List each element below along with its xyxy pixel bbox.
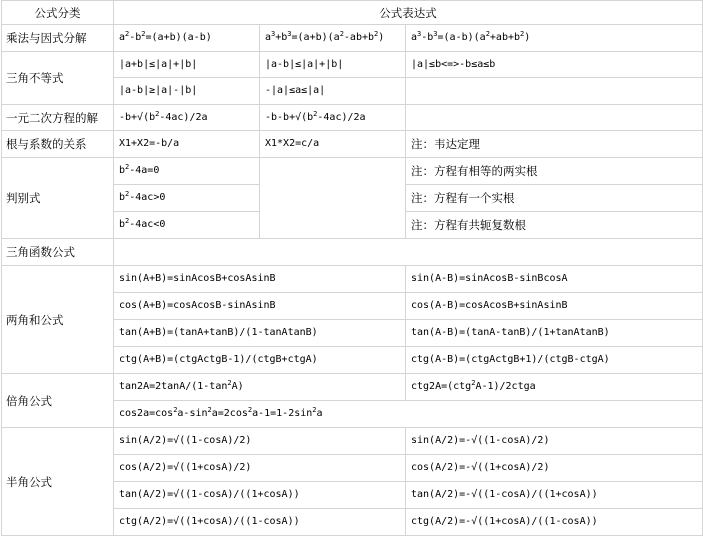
note-cell: 注：韦达定理 — [406, 131, 703, 158]
category-cell: 一元二次方程的解 — [2, 105, 114, 131]
formula-table — [1, 0, 703, 536]
header-category: 公式分类 — [2, 1, 114, 25]
category-cell: 根与系数的关系 — [2, 131, 114, 158]
formula-cell: $a^3+b^3=(a+b)(a^2-ab+b^2)$ — [260, 25, 406, 52]
formula-cell: tan(A+B)=(tanA+tanB)/(1-tanAtanB) — [114, 320, 406, 347]
formula-cell: |a|≤b<=>-b≤a≤b — [406, 52, 703, 78]
formula-cell: $\tan 2A=2\tan A/(1-\tan^2A)$ — [114, 374, 406, 401]
note-cell: 注：方程有一个实根 — [406, 185, 703, 212]
formula-cell: ctg(A/2)=√((1+cosA)/((1-cosA)) — [114, 509, 406, 536]
formula-cell: $-b+√(b^2-4ac)/2a$ — [114, 105, 260, 131]
formula-cell: $b^2-4ac<0$ — [114, 212, 260, 239]
category-cell: 两角和公式 — [2, 266, 114, 374]
table-row — [2, 428, 703, 455]
formula-cell: cos(A+B)=cosAcosB-sinAsinB — [114, 293, 406, 320]
formula-cell: tan(A/2)=-√((1-cosA)/((1+cosA)) — [406, 482, 703, 509]
formula-cell: sin(A/2)=-√((1-cosA)/2) — [406, 428, 703, 455]
formula-cell: X1*X2=c/a — [260, 131, 406, 158]
table-row — [2, 158, 703, 185]
formula-cell: $b^2-4a=0$ — [114, 158, 260, 185]
header-expression: 公式表达式 — [114, 1, 703, 25]
formula-cell: |a-b|≤|a|+|b| — [260, 52, 406, 78]
formula-cell: cos(A/2)=-√((1+cosA)/2) — [406, 455, 703, 482]
formula-cell: |a+b|≤|a|+|b| — [114, 52, 260, 78]
empty-cell — [260, 158, 406, 239]
table-row — [2, 239, 703, 266]
formula-cell: sin(A/2)=√((1-cosA)/2) — [114, 428, 406, 455]
formula-cell: $a^3-b^3=(a-b)(a^2+ab+b^2)$ — [406, 25, 703, 52]
note-cell: 注：方程有共轭复数根 — [406, 212, 703, 239]
empty-cell — [114, 239, 703, 266]
formula-cell: ctg(A/2)=-√((1+cosA)/((1-cosA)) — [406, 509, 703, 536]
formula-cell: $b^2-4ac>0$ — [114, 185, 260, 212]
formula-cell: ctg(A-B)=(ctgActgB+1)/(ctgB-ctgA) — [406, 347, 703, 374]
section-heading: 三角函数公式 — [2, 239, 114, 266]
formula-cell: tan(A-B)=(tanA-tanB)/(1+tanAtanB) — [406, 320, 703, 347]
formula-cell: X1+X2=-b/a — [114, 131, 260, 158]
formula-cell: $a^2-b^2=(a+b)(a-b)$ — [114, 25, 260, 52]
formula-cell: $\cos 2a=\cos^2a-\sin^2a=2\cos^2a-1=1-2\sin^2a$ — [114, 401, 703, 428]
category-cell: 判别式 — [2, 158, 114, 239]
formula-cell: ctg(A+B)=(ctgActgB-1)/(ctgB+ctgA) — [114, 347, 406, 374]
note-cell: 注：方程有相等的两实根 — [406, 158, 703, 185]
formula-cell: -|a|≤a≤|a| — [260, 78, 406, 105]
empty-cell — [406, 105, 703, 131]
formula-cell: sin(A-B)=sinAcosB-sinBcosA — [406, 266, 703, 293]
table-row — [2, 374, 703, 401]
table-row — [2, 25, 703, 52]
formula-cell: |a-b|≥|a|-|b| — [114, 78, 260, 105]
table-row — [2, 52, 703, 78]
table-row — [2, 266, 703, 293]
category-cell: 乘法与因式分解 — [2, 25, 114, 52]
table-row — [2, 105, 703, 131]
category-cell: 倍角公式 — [2, 374, 114, 428]
formula-cell: tan(A/2)=√((1-cosA)/((1+cosA)) — [114, 482, 406, 509]
formula-cell: sin(A+B)=sinAcosB+cosAsinB — [114, 266, 406, 293]
formula-cell: ctg2A=(ctg$^2$A-1)/2ctga — [406, 374, 703, 401]
table-header-row — [2, 1, 703, 25]
category-cell: 半角公式 — [2, 428, 114, 536]
table-row — [2, 131, 703, 158]
empty-cell — [406, 78, 703, 105]
formula-cell: cos(A-B)=cosAcosB+sinAsinB — [406, 293, 703, 320]
formula-cell: cos(A/2)=√((1+cosA)/2) — [114, 455, 406, 482]
formula-cell: $-b-b+√(b^2-4ac)/2a$ — [260, 105, 406, 131]
category-cell: 三角不等式 — [2, 52, 114, 105]
